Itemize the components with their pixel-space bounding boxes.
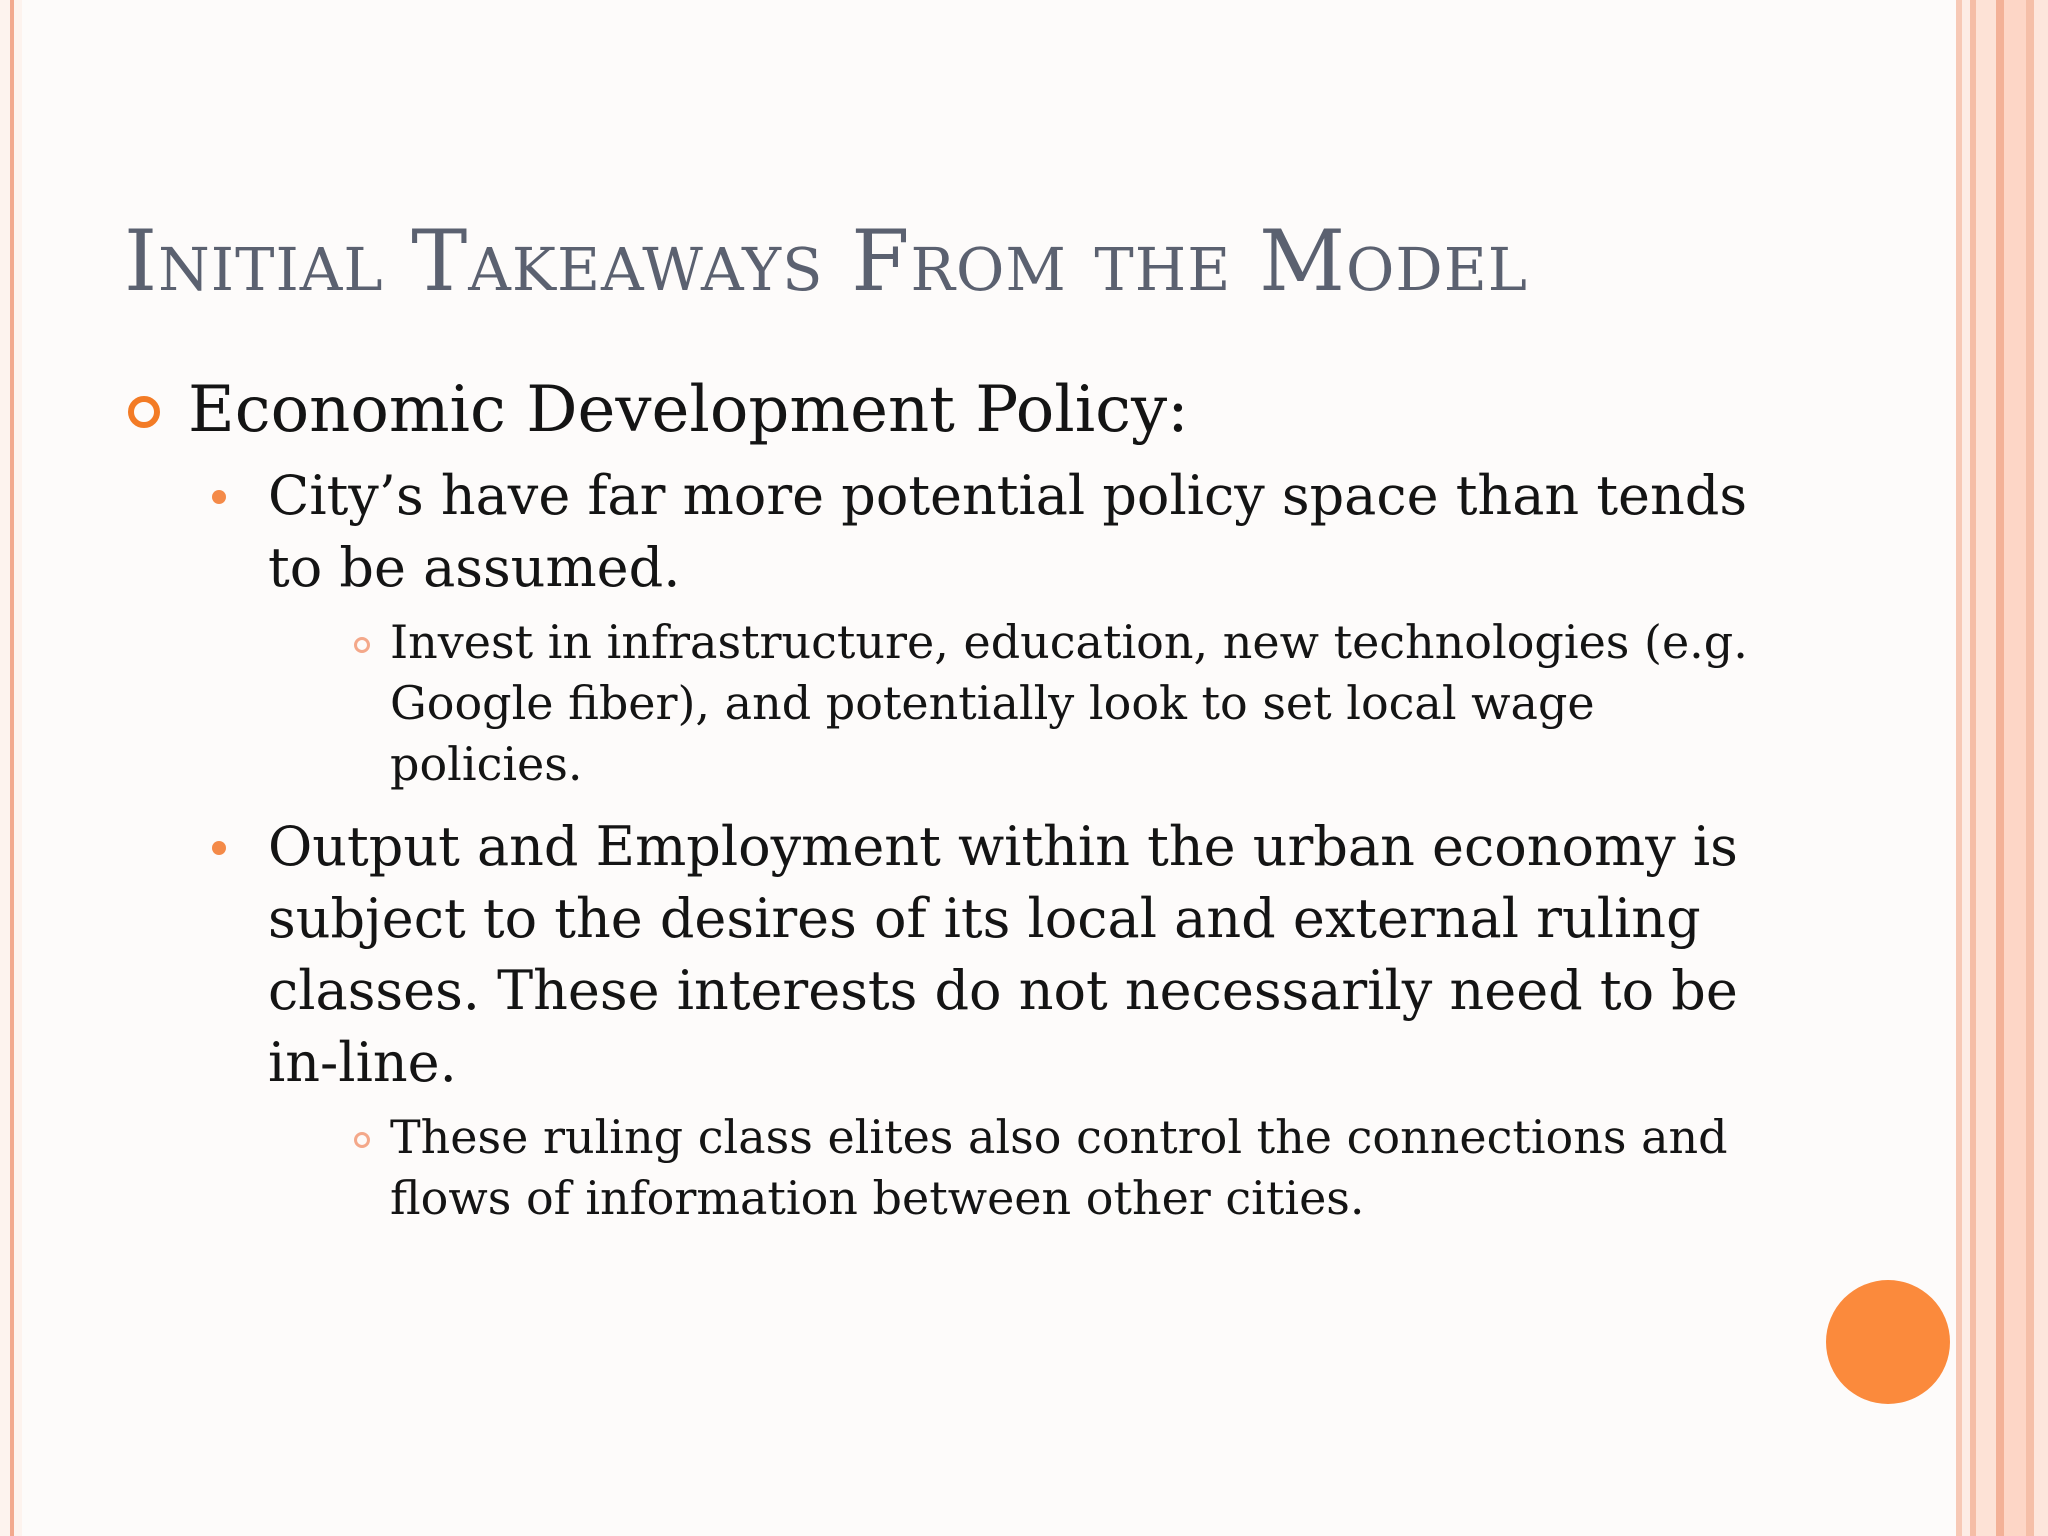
bullet-text: These ruling class elites also control the connections and flows of information between other cities. <box>390 1110 1728 1225</box>
bullet-text: Economic Development Policy: <box>188 373 1189 447</box>
bullet-text: City’s have far more potential policy space than tends to be assumed. <box>268 464 1748 599</box>
decorative-orange-circle <box>1826 1280 1950 1404</box>
left-border-stripe <box>0 0 22 1536</box>
ring-bullet-icon <box>128 396 160 428</box>
bullet-text: Invest in infrastructure, education, new technologies (e.g. Google fiber), and potentially look to set local wage policies. <box>390 615 1748 791</box>
bullet-text: Output and Employment within the urban economy is subject to the desires of its local and external ruling classes. These interests do not necessarily need to be in-line. <box>268 815 1738 1094</box>
slide-body <box>120 370 1760 1245</box>
slide-title: Initial Takeaways From the Model <box>124 212 1528 310</box>
right-border-band <box>1956 0 2048 1536</box>
small-ring-bullet-icon <box>354 637 370 653</box>
bullet-level3 <box>390 612 1760 795</box>
dot-bullet-icon <box>212 841 226 855</box>
bullet-level3 <box>390 1107 1760 1229</box>
small-ring-bullet-icon <box>354 1132 370 1148</box>
bullet-level2 <box>268 460 1760 604</box>
bullet-level2 <box>268 811 1760 1099</box>
dot-bullet-icon <box>212 490 226 504</box>
bullet-level1 <box>120 370 1760 450</box>
